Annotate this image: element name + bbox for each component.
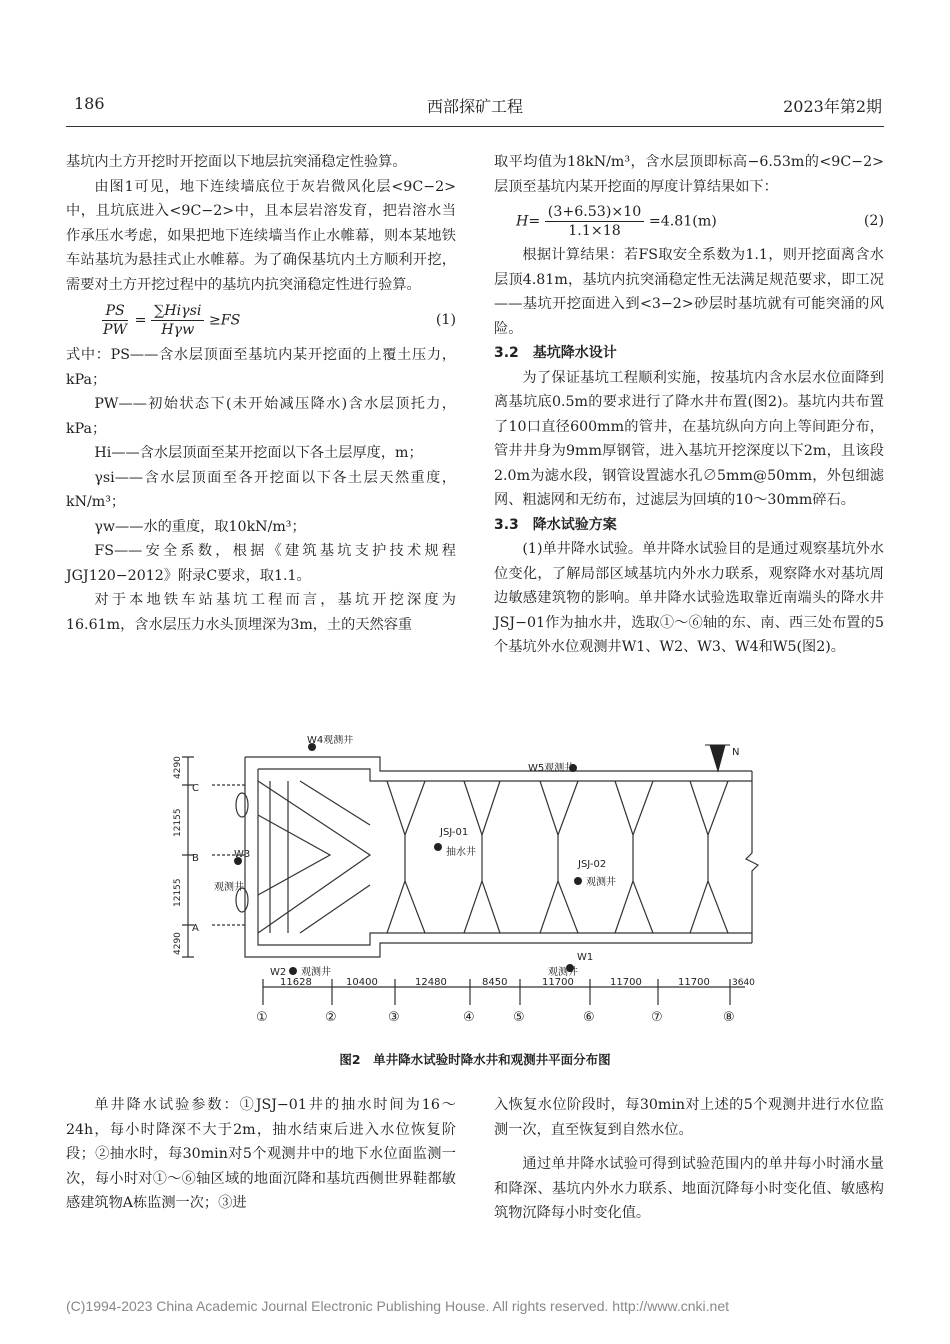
w2-label: W2 <box>270 967 287 978</box>
dim-vertical: 12155 <box>173 878 183 907</box>
eq1-lhs: $\frac{PS}{PW}$ <box>103 302 128 338</box>
axis-label: ② <box>325 1010 337 1025</box>
axis-label: ③ <box>388 1010 400 1025</box>
span-dim: 11700 <box>678 977 710 988</box>
figure-caption: 图2 单井降水试验时降水井和观测井平面分布图 <box>339 1052 611 1067</box>
well-w2-icon <box>289 967 297 975</box>
definition: γw——水的重度，取10kN/m³； <box>94 518 306 535</box>
paragraph: 单井降水试验参数：①JSJ−01井的抽水时间为16～24h，每小时降深不大于2m，抽水结束后进入水位恢复阶段；②抽水时，每30min对5个观测井中的地下水位面监测一次，每小时对①～⑥轴区域的地面沉降和基坑西侧世界鞋都敏感建筑物A栋监测一次；③进 <box>66 1097 456 1211</box>
paragraph: (1)单井降水试验。单井降水试验目的是通过观察基坑外水位变化，了解局部区域基坑内外水力联系，观察降水对基坑周边敏感建筑物的影响。单井降水试验选取靠近南端头的降水井JSJ−01作为抽水井，选取①～⑥轴的东、南、西三处布置的5个基坑外水位观测井W1、W2、W3、W4和W5(图2)。 <box>494 541 884 655</box>
copyright-footer: (C)1994-2023 China Academic Journal Electronic Publishing House. All rights reserved. http://www.cnki.net <box>66 1298 729 1314</box>
well-jsj02-icon <box>574 877 582 885</box>
dim-vertical: 4290 <box>173 756 183 779</box>
paragraph: 基坑内土方开挖时开挖面以下地层抗突涌稳定性验算。 <box>66 154 407 170</box>
row-label: A <box>192 923 199 934</box>
jsj02-sub: 观测井 <box>586 877 616 888</box>
issue-label: 2023年第2期 <box>783 97 882 116</box>
paragraph: 为了保证基坑工程顺利实施，按基坑内含水层水位面降到离基坑底0.5m的要求进行了降水井布置(图2)。基坑内共布置了10口直径600mm的管井，在基坑纵向方向上等间距分布，管井井身为9mm厚钢管，进入基坑开挖深度以下2m，且该段2.0m为滤水段，钢管设置滤水孔∅5mm@50mm，外包细滤网、粗滤网和无纺布，过滤层为回填的10～30mm碎石。 <box>494 369 884 508</box>
well-layout-figure <box>150 735 790 1030</box>
bottom-left-column <box>66 1093 456 1216</box>
page-number: 186 <box>74 94 105 113</box>
section-heading: 3.2 基坑降水设计 <box>494 345 617 361</box>
left-column <box>66 150 456 637</box>
span-dim: 10400 <box>346 977 378 988</box>
span-dim: 8450 <box>482 977 508 988</box>
definition: 式中：PS——含水层顶面至基坑内某开挖面的上覆土压力，kPa； <box>66 347 456 388</box>
w1-sub: 观测井 <box>548 967 578 978</box>
equation-1: $\frac{PS}{PW}$ = $\frac{\text{∑Hiγsi}}{\text{Hγw}}$ ≥FS (1) <box>66 297 456 343</box>
pumping-well-icon <box>434 843 442 851</box>
dim-vertical: 12155 <box>173 808 183 837</box>
equation-2: H= $\frac{(3+6.53)\times 10}{1.1\times 18}$ =4.81(m) (2) <box>516 203 884 239</box>
axis-label: ① <box>256 1010 268 1025</box>
definition: PW——初始状态下(未开始减压降水)含水层顶托力，kPa； <box>66 396 456 437</box>
w5-label: W5观测井 <box>528 763 575 774</box>
span-dim: 3640 <box>732 978 755 988</box>
row-label: C <box>192 783 199 794</box>
north-label: N <box>732 747 740 758</box>
paragraph: 根据计算结果：若FS取安全系数为1.1，则开挖面离含水层顶4.81m，基坑内抗突涌稳定性无法满足规范要求，即工况——基坑开挖面进入到<3−2>砂层时基坑就有可能突涌的风险。 <box>494 247 884 337</box>
span-dim: 11628 <box>280 977 312 988</box>
w1-label: W1 <box>577 952 594 963</box>
paragraph: 通过单井降水试验可得到试验范围内的单井每小时涌水量和降深、基坑内外水力联系、地面沉降每小时变化值、敏感构筑物沉降每小时变化值。 <box>494 1156 884 1221</box>
paragraph: 入恢复水位阶段时，每30min对上述的5个观测井进行水位监测一次，直至恢复到自然水位。 <box>494 1097 884 1138</box>
axis-label: ⑦ <box>651 1010 663 1025</box>
paragraph: 取平均值为18kN/m³，含水层顶即标高−6.53m的<9C−2>层顶至基坑内某开挖面的厚度计算结果如下： <box>494 154 884 195</box>
w3-label: W3 <box>234 849 251 860</box>
equation-number: (2) <box>863 212 884 229</box>
w4-label: W4观测井 <box>307 735 354 746</box>
dim-vertical: 4290 <box>173 932 183 955</box>
definition: FS——安全系数，根据《建筑基坑支护技术规程JGJ120−2012》附录C要求，取1.1。 <box>66 543 456 584</box>
span-dim: 11700 <box>542 977 574 988</box>
right-column <box>494 150 884 660</box>
axis-label: ④ <box>463 1010 475 1025</box>
w2-sub: 观测井 <box>301 967 331 978</box>
paragraph: 对于本地铁车站基坑工程而言，基坑开挖深度为16.61m，含水层压力水头顶埋深为3m，土的天然容重 <box>66 592 456 633</box>
section-heading: 3.3 降水试验方案 <box>494 516 617 533</box>
jsj01-sub: 抽水井 <box>446 847 476 858</box>
span-dim: 11700 <box>610 977 642 988</box>
axis-label: ⑧ <box>723 1010 735 1025</box>
north-arrow-icon <box>705 745 730 771</box>
bottom-right-column <box>494 1093 884 1226</box>
journal-title: 西部探矿工程 <box>426 97 523 116</box>
header-rule <box>66 126 884 127</box>
definition: Hi——含水层顶面至某开挖面以下各土层厚度，m； <box>94 445 423 461</box>
definition: γsi——含水层顶面至各开挖面以下各土层天然重度，kN/m³； <box>66 469 456 510</box>
jsj01-label: JSJ-01 <box>440 827 469 838</box>
paragraph: 由图1可见，地下连续墙底位于灰岩微风化层<9C−2>中，且坑底进入<9C−2>中，且本层岩溶发育，把岩溶水当作承压水考虑，如果把地下连续墙当作止水帷幕，则本某地铁车站基坑为悬挂式止水帷幕。为了确保基坑内土方顺利开挖，需要对土方开挖过程中的基坑内抗突涌稳定性进行验算。 <box>66 178 456 293</box>
span-dim: 12480 <box>415 977 447 988</box>
eq1-rhs: $\frac{\text{∑Hiγsi}}{\text{Hγw}}$ <box>151 302 204 339</box>
jsj02-label: JSJ-02 <box>578 859 607 870</box>
row-label: B <box>192 853 199 864</box>
axis-label: ⑥ <box>583 1010 595 1025</box>
axis-label: ⑤ <box>513 1010 525 1025</box>
equation-number: (1) <box>435 311 456 328</box>
w3-sub: 观测井 <box>214 882 244 893</box>
